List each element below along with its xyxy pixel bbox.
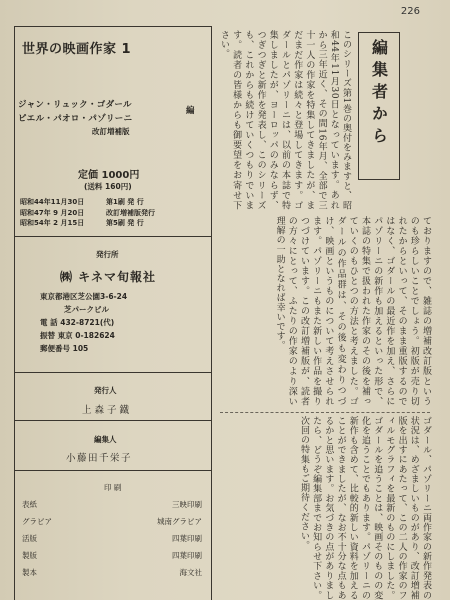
publisher-phone: 電 話 432-8721(代) <box>40 318 115 327</box>
history-event: 改訂増補版発行 <box>106 208 155 217</box>
print-company: 海文社 <box>179 568 202 577</box>
editor-role: 編 <box>186 106 195 116</box>
print-item: 製版 <box>22 551 37 560</box>
history-event: 第5刷 発 行 <box>106 219 144 227</box>
divider <box>220 412 430 413</box>
history-date: 昭和47年 9 月20日 <box>20 208 85 217</box>
publisher-name: ㈱ キネマ旬報社 <box>60 270 156 284</box>
postage: (送料 160円) <box>84 182 132 191</box>
publisher-address: 東京都港区芝公園3-6-24 <box>40 292 128 301</box>
note-text-bottom: ゴダール、パゾリーニ両作家の新作発表の状況は、めざましいものがあり、改訂増補版を出すにあたって、この二人の作家のフィルモグラフィを最新のものにしました。ゴダールを追うことは、映画そのものの変化を追うことでもあります。パゾリーニの新作も含めて、比較的新しい資料を加えることができましたが、なお不十分な点もあるかと思います。お気づきの点がありましたら、どうぞ編集部までお知らせ下さい。次回の特集もご期待ください。 <box>298 416 431 600</box>
print-credits <box>22 496 202 581</box>
print-label: 印 刷 <box>104 483 122 492</box>
history-event: 第1刷 発 行 <box>106 198 144 206</box>
print-row <box>22 513 202 530</box>
page-number: 226 <box>400 6 420 17</box>
publisher-postal: 郵便番号 105 <box>40 344 89 353</box>
editor-name: 小藤田千栄子 <box>66 453 133 464</box>
print-item: グラビア <box>22 517 52 526</box>
print-company: 三映印刷 <box>172 500 202 509</box>
editors-block <box>18 98 204 126</box>
history-row <box>20 218 200 229</box>
print-row <box>22 530 202 547</box>
divider <box>14 372 212 373</box>
print-row <box>22 564 202 581</box>
editor-name-1: ジャン・リュック・ゴダール <box>18 100 132 110</box>
editor-note-title: 編集者から <box>369 39 389 149</box>
print-row <box>22 496 202 513</box>
note-text-top: このシリーズ第1巻の奥付をみますと、昭和44年11月30日となっています。あれから三年近く、その間16年月、全部で三十一人の作家を特集してきましたが、まだまだ作家は続々と登場してきます。ゴダールとパゾリーニは、以前の本誌で特集しましたが、ヨーロッパのみならず、つぎつぎと新作を発表し、このシリーズも、これからも続けていくつもりでいます。読者の皆様からも御要望をお寄せ下さい。 <box>218 30 351 210</box>
divider <box>14 236 212 237</box>
print-item: 活版 <box>22 534 37 543</box>
print-row <box>22 547 202 564</box>
print-company: 四葉印刷 <box>172 534 202 543</box>
publisher-transfer: 振替 東京 0-182624 <box>40 331 115 340</box>
print-item: 製本 <box>22 568 37 577</box>
print-company: 四葉印刷 <box>172 551 202 560</box>
issuer-name: 上森子鐵 <box>82 405 133 416</box>
publisher-label: 発行所 <box>96 250 119 259</box>
history-row <box>20 197 200 208</box>
note-text-middle: ておりますので、雑誌の増補改訂版というのも珍らしいことでしょう。初版が売り切れたからといって、そのまま重版するのではなく、ゴダールの最近作を加え、さらにパゾリーニの新作も加えるといった形で、本誌の特集で扱われた作家のその後を補っていくのもひとつの方法と考えました。ゴダールの作品群は、その後も変わりつづけ、映画というものについて考えさせられます。パゾリーニもまた新しい作品を撮りつづけています。この改訂増補版が、読者の方々にとって、ふたりの作家のより深い理解の一助となれば幸いです。 <box>274 216 431 406</box>
history-row <box>20 208 200 219</box>
print-item: 表紙 <box>22 500 37 509</box>
edition-note: 改訂増補版 <box>92 127 130 136</box>
history-date: 昭和54年 2 月15日 <box>20 219 85 227</box>
publisher-info <box>40 290 210 355</box>
editor-label: 編集人 <box>94 435 117 444</box>
divider <box>14 420 212 421</box>
editor-name-2: ピエル・パオロ・パゾリーニ <box>18 114 133 124</box>
print-company: 城南グラビア <box>157 517 202 526</box>
divider <box>14 470 212 471</box>
price: 定価 1000円 <box>78 170 140 181</box>
editor-note-heading-box <box>358 32 400 180</box>
publication-history <box>20 197 200 229</box>
issuer-label: 発行人 <box>94 386 117 395</box>
history-date: 昭和44年11月30日 <box>20 198 85 206</box>
series-title: 世界の映画作家 1 <box>22 42 132 57</box>
publisher-building: 芝パークビル <box>64 305 109 314</box>
